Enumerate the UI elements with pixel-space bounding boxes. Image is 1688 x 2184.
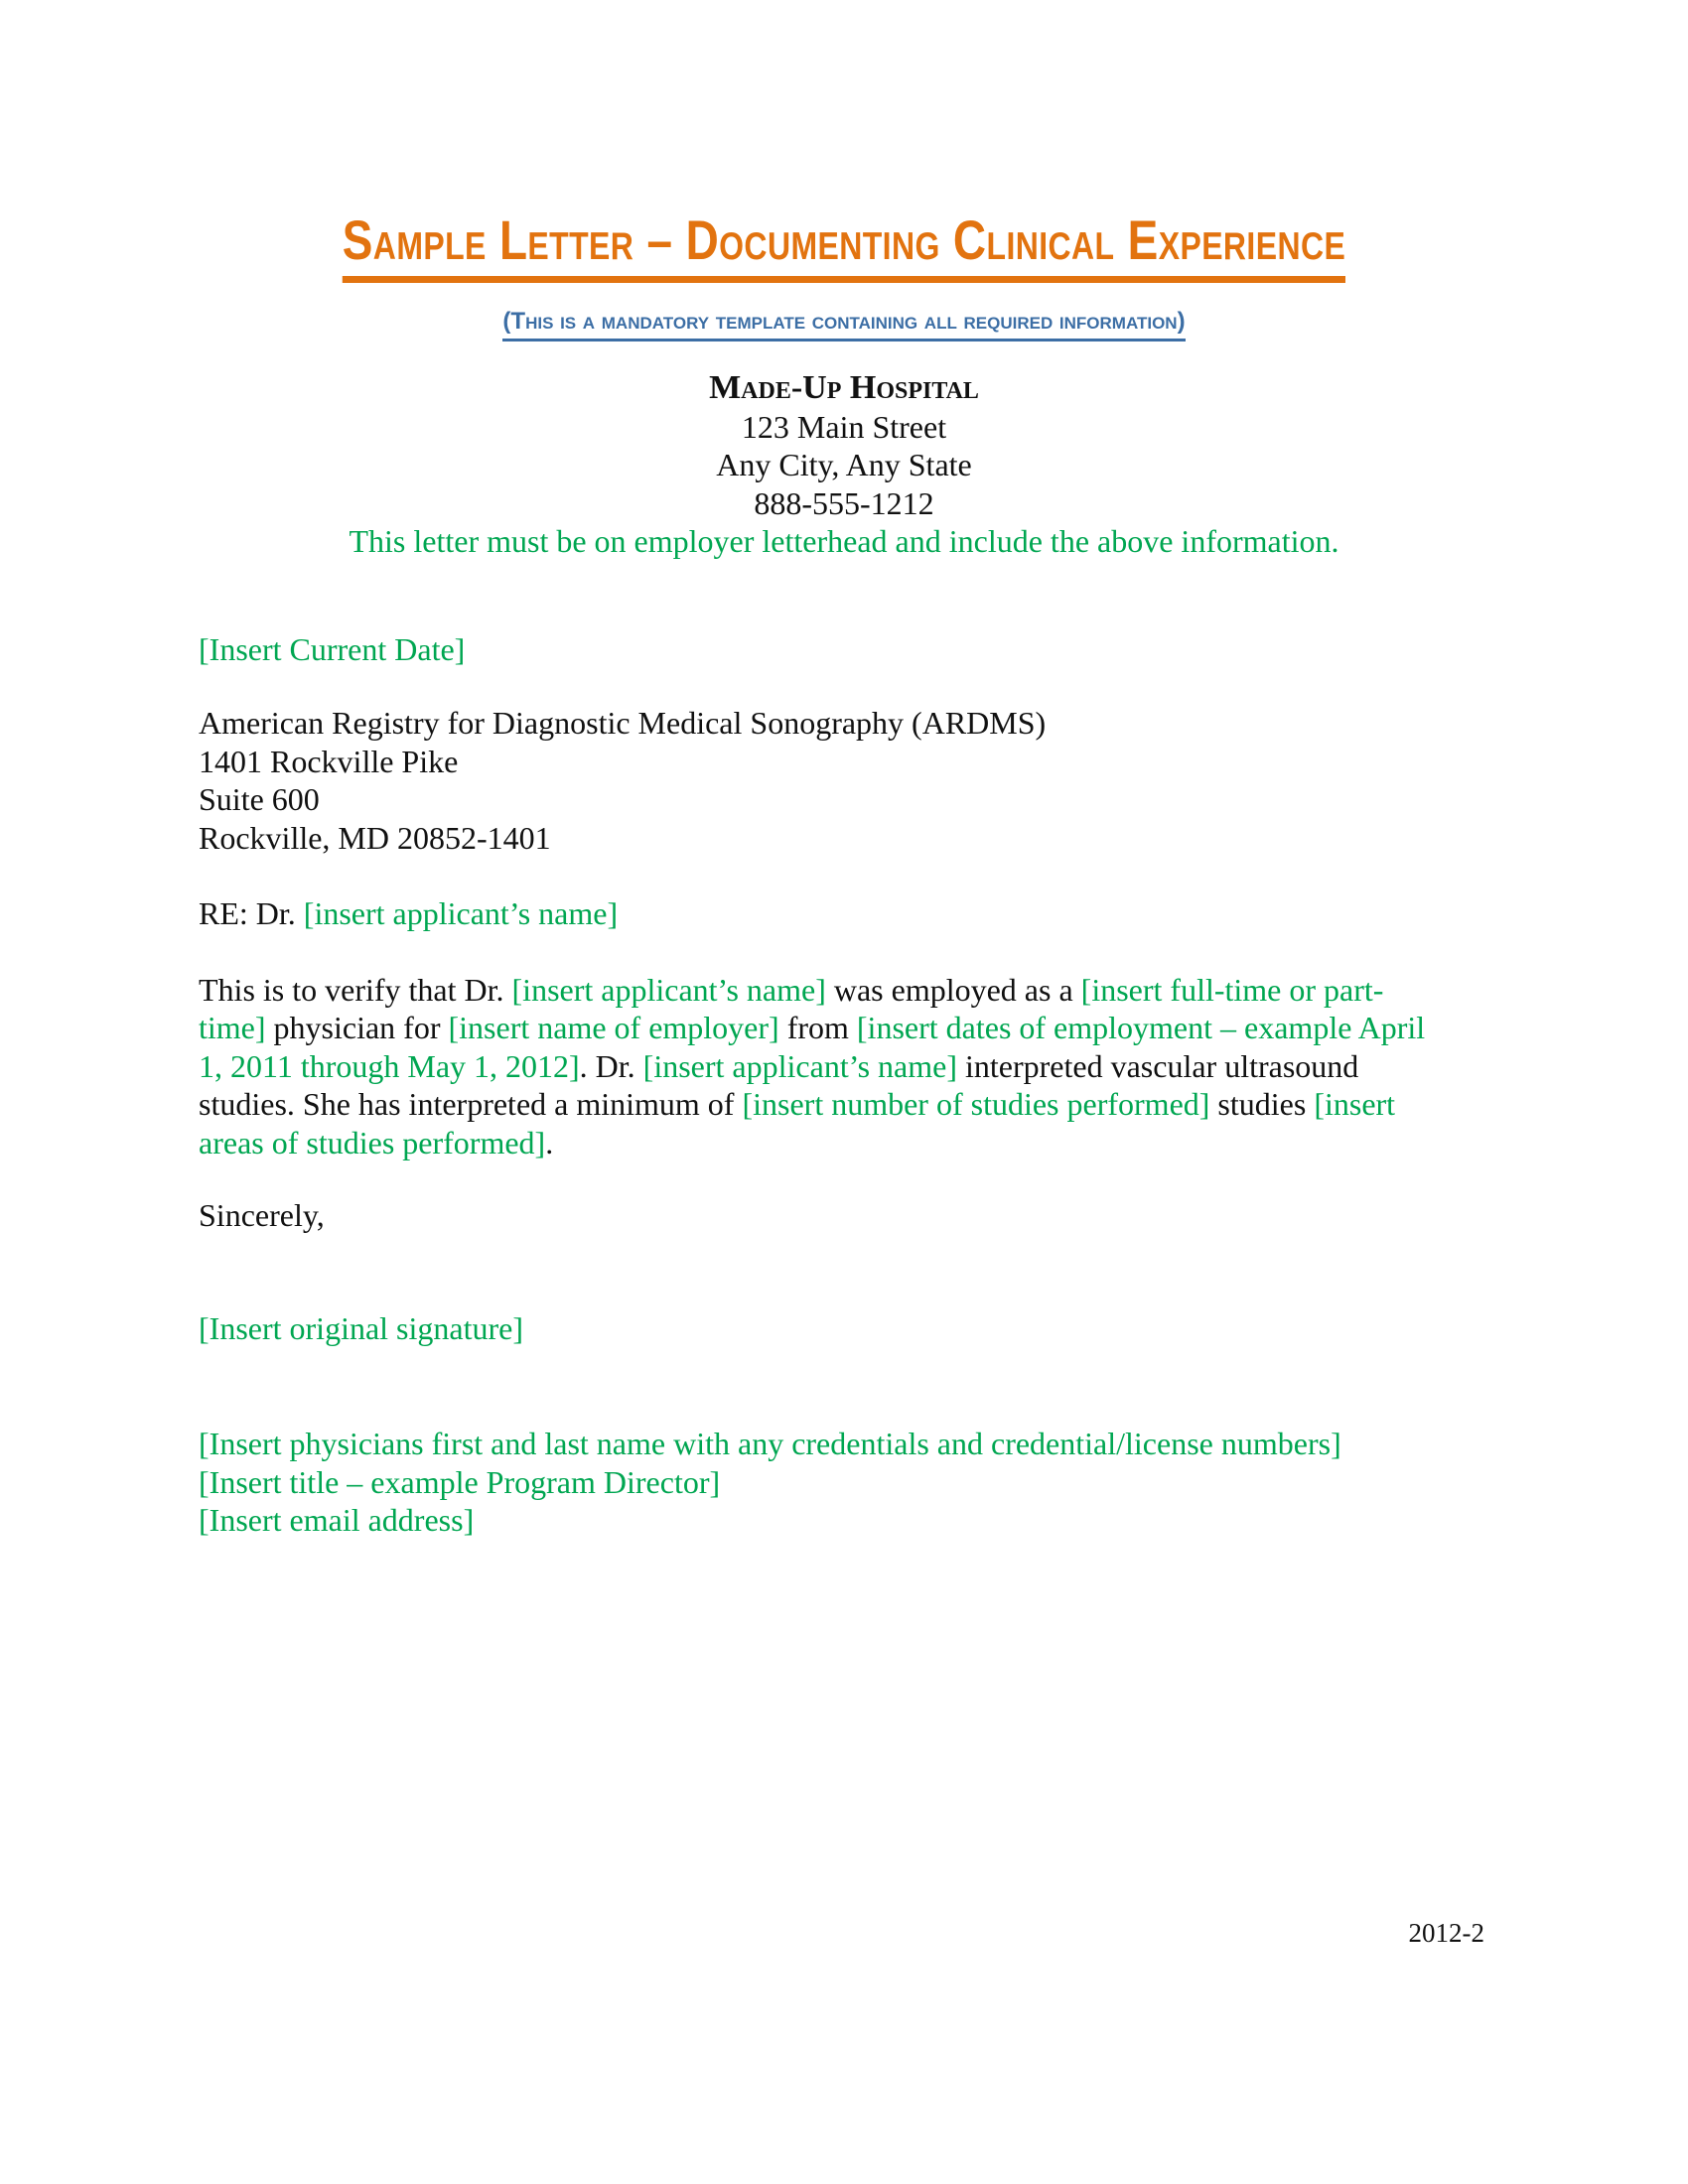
signature-placeholder: [Insert original signature] xyxy=(199,1309,523,1346)
placeholder-segment: [insert number of studies performed] xyxy=(742,1086,1210,1123)
recipient-line: Suite 600 xyxy=(199,781,320,818)
header xyxy=(199,209,1489,283)
letter-body xyxy=(199,630,1489,1540)
re-line xyxy=(199,894,1489,933)
hospital-street: 123 Main Street xyxy=(741,408,947,445)
signoff-line: [Insert title – example Program Director] xyxy=(199,1463,721,1500)
signoff-line: [Insert physicians first and last name with any credentials and credential/license numbers] xyxy=(199,1426,1341,1462)
text-segment: . xyxy=(545,1124,554,1160)
placeholder-segment: areas of studies performed] xyxy=(199,1124,546,1160)
text-segment: interpreted vascular ultrasound xyxy=(957,1047,1359,1084)
body-line xyxy=(199,971,1489,1010)
date-placeholder: [Insert Current Date] xyxy=(199,630,466,667)
signoff-line: [Insert email address] xyxy=(199,1502,475,1539)
body-line xyxy=(199,1085,1489,1124)
text-segment: from xyxy=(778,1010,857,1046)
hospital-phone: 888-555-1212 xyxy=(754,484,934,521)
closing: Sincerely, xyxy=(199,1197,325,1234)
placeholder-segment: [insert dates of employment – example April xyxy=(856,1010,1426,1046)
placeholder-segment: [insert xyxy=(1314,1086,1396,1123)
body-paragraph xyxy=(199,971,1489,1162)
text-segment: . Dr. xyxy=(579,1047,643,1084)
recipient-line: American Registry for Diagnostic Medical Sonography (ARDMS) xyxy=(199,705,1047,742)
placeholder-segment: time] xyxy=(199,1010,266,1046)
text-segment: physician for xyxy=(265,1010,449,1046)
text-segment: was employed as a xyxy=(825,971,1081,1008)
recipient-line: 1401 Rockville Pike xyxy=(199,743,459,779)
re-label: RE: Dr. xyxy=(199,895,304,932)
body-line xyxy=(199,1124,1489,1162)
body-line xyxy=(199,1047,1489,1086)
page-title: Sample Letter – Documenting Clinical Experience xyxy=(343,209,1345,283)
text-segment: This is to verify that Dr. xyxy=(199,971,512,1008)
hospital-name: Made-Up Hospital xyxy=(709,369,979,407)
signoff-block xyxy=(199,1425,1489,1540)
text-segment: studies. She has interpreted a minimum of xyxy=(199,1086,743,1123)
placeholder-segment: [insert name of employer] xyxy=(448,1010,779,1046)
body-line xyxy=(199,1009,1489,1047)
subtitle-wrap xyxy=(199,308,1489,342)
placeholder-segment: 1, 2011 through May 1, 2012] xyxy=(199,1047,580,1084)
placeholder-segment: [insert full-time or part- xyxy=(1080,971,1384,1008)
text-segment: studies xyxy=(1209,1086,1315,1123)
page-subtitle: (This is a mandatory template containing all required information) xyxy=(502,308,1185,342)
letterhead-notice: This letter must be on employer letterhead and include the above information. xyxy=(349,523,1339,560)
recipient-line: Rockville, MD 20852-1401 xyxy=(199,819,551,856)
placeholder-segment: [insert applicant’s name] xyxy=(511,971,826,1008)
placeholder-segment: [insert applicant’s name] xyxy=(642,1047,957,1084)
letterhead xyxy=(199,369,1489,561)
applicant-name-placeholder: [insert applicant’s name] xyxy=(303,895,619,932)
recipient-address xyxy=(199,704,1489,857)
page-number: 2012-2 xyxy=(1408,1918,1484,1948)
hospital-city-state: Any City, Any State xyxy=(716,447,972,483)
